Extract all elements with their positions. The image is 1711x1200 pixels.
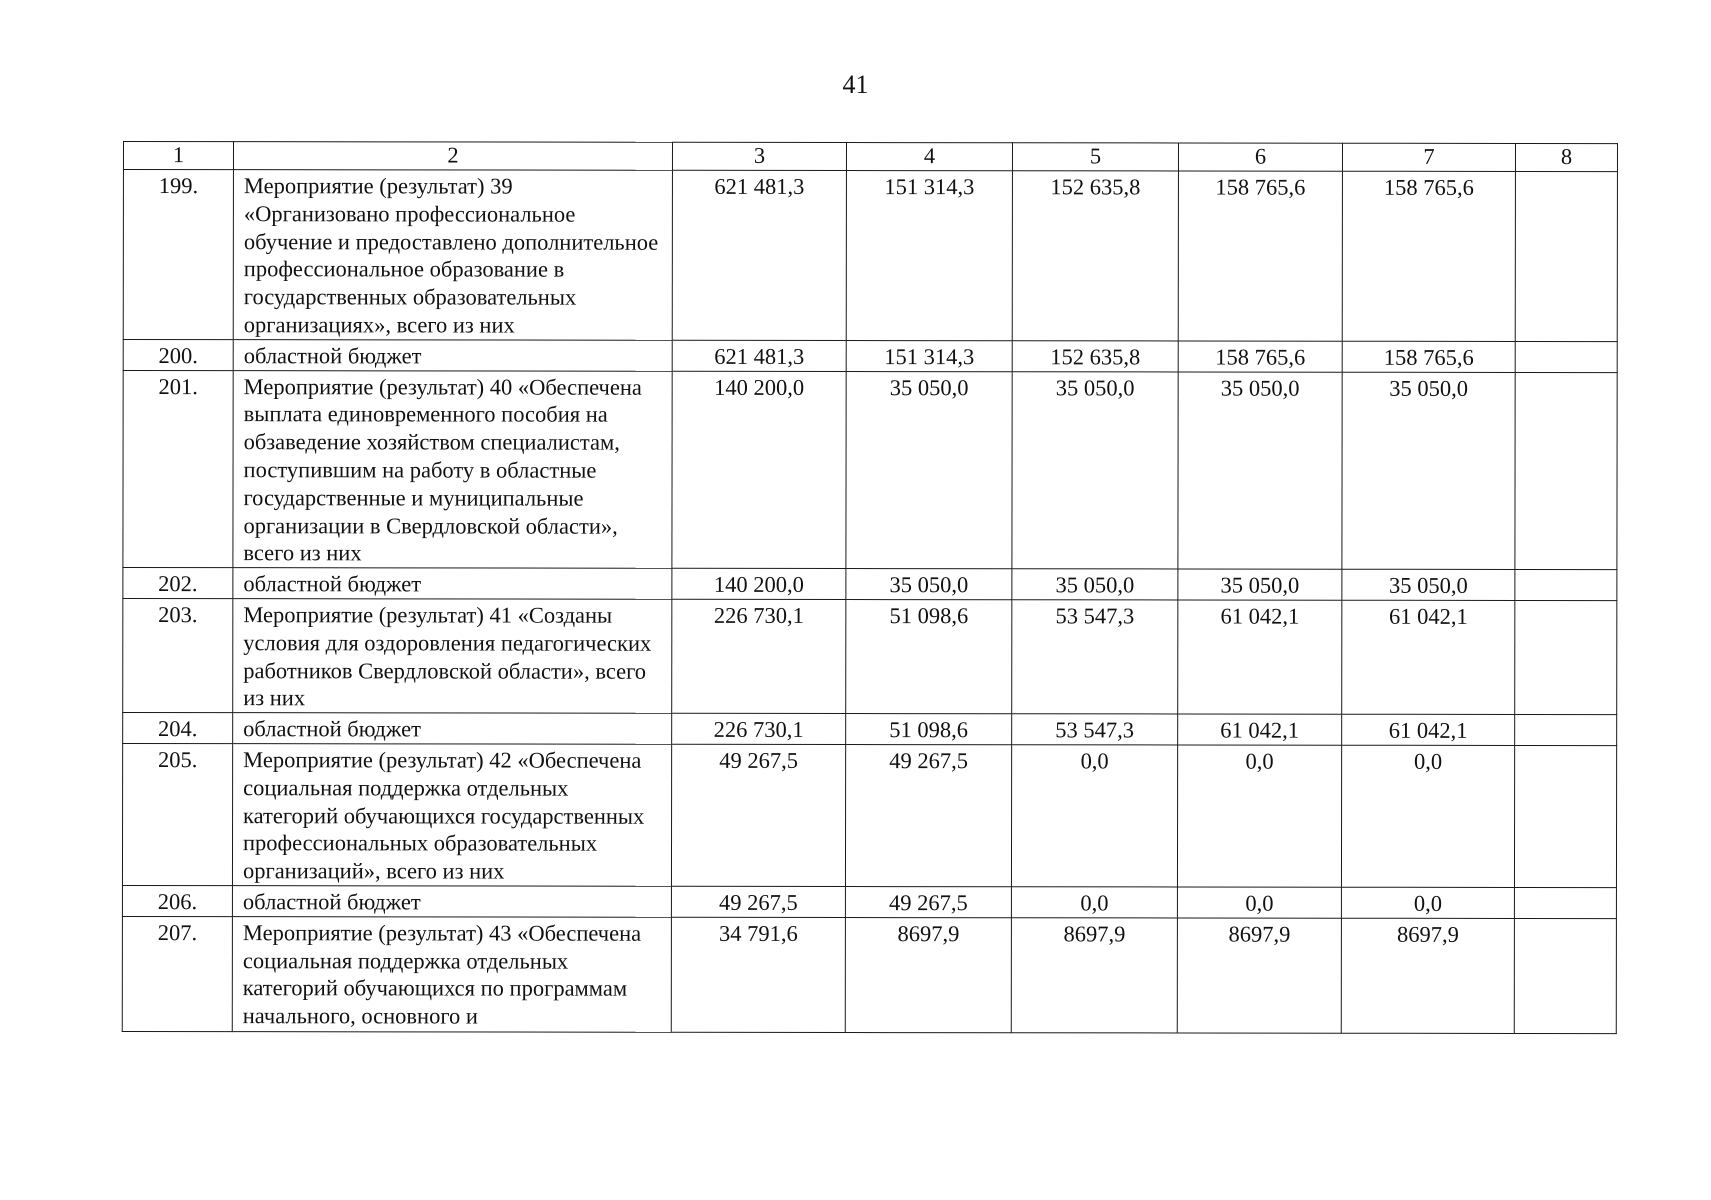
cell-col4: 51 098,6	[846, 599, 1012, 713]
cell-col5: 152 635,8	[1012, 171, 1178, 341]
row-description: Мероприятие (результат) 43 «Обеспечена социальная поддержка отдельных категорий обучающихся по программам начального, основного и	[242, 919, 642, 1029]
cell-col6: 61 042,1	[1178, 600, 1342, 714]
row-number: 204.	[123, 713, 233, 744]
cell-col7: 35 050,0	[1342, 569, 1515, 600]
cell-col3: 226 730,1	[672, 599, 846, 713]
cell-col8	[1514, 745, 1616, 887]
cell-col7: 8697,9	[1341, 918, 1514, 1033]
row-description: областной бюджет	[233, 713, 672, 744]
table-row	[122, 916, 1616, 1033]
cell-col4: 151 314,3	[846, 171, 1012, 341]
column-header-3: 3	[672, 142, 846, 170]
row-number: 203.	[123, 598, 233, 712]
cell-col7: 158 765,6	[1342, 171, 1515, 341]
row-description: областной бюджет	[233, 339, 672, 370]
cell-col6: 35 050,0	[1178, 569, 1342, 600]
cell-col5: 35 050,0	[1012, 569, 1178, 600]
cell-col3: 621 481,3	[672, 170, 846, 340]
cell-col8	[1515, 341, 1617, 372]
row-description: областной бюджет	[232, 886, 671, 917]
header-row	[123, 142, 1617, 172]
cell-col5: 53 547,3	[1012, 600, 1178, 714]
cell-col5: 0,0	[1011, 887, 1177, 918]
cell-col8	[1515, 715, 1617, 746]
cell-col3: 621 481,3	[672, 340, 846, 371]
cell-col8	[1515, 171, 1617, 341]
cell-col3: 49 267,5	[671, 744, 845, 886]
cell-col7: 61 042,1	[1342, 714, 1515, 745]
table-row	[122, 885, 1616, 918]
cell-col4: 35 050,0	[846, 569, 1012, 600]
cell-col6: 8697,9	[1177, 918, 1341, 1033]
cell-col6: 35 050,0	[1178, 372, 1342, 570]
cell-col8	[1515, 600, 1617, 714]
table-row	[123, 170, 1617, 342]
row-number: 206.	[122, 885, 232, 916]
table-row	[123, 568, 1617, 601]
cell-col3: 226 730,1	[672, 713, 846, 744]
row-description: областной бюджет	[233, 568, 672, 599]
cell-col4: 49 267,5	[845, 744, 1011, 886]
page-number: 41	[842, 70, 869, 99]
column-header-1: 1	[123, 142, 233, 170]
cell-col6: 0,0	[1177, 745, 1341, 887]
cell-col6: 61 042,1	[1178, 714, 1342, 745]
column-header-6: 6	[1178, 143, 1342, 171]
cell-col4: 8697,9	[845, 917, 1011, 1032]
cell-col7: 158 765,6	[1342, 341, 1515, 372]
cell-col3: 140 200,0	[672, 568, 846, 599]
column-header-4: 4	[846, 143, 1012, 171]
cell-col5: 152 635,8	[1012, 341, 1178, 372]
row-number: 202.	[123, 568, 233, 599]
row-description: Мероприятие (результат) 40 «Обеспечена выплата единовременного пособия на обзаведение хозяйством специалистам, поступившим на работу в областные государственные и муниципальные организации в Свердловской области», всего из них	[233, 370, 672, 568]
budget-table	[122, 141, 1618, 1034]
cell-col5: 0,0	[1011, 745, 1177, 887]
row-number: 205.	[122, 743, 232, 885]
cell-col5: 35 050,0	[1012, 371, 1178, 569]
row-description: Мероприятие (результат) 39 «Организовано профессиональное обучение и предоставлено дополнительное профессиональное образование в государственных образовательных организациях», всего из них	[233, 170, 672, 340]
row-number: 207.	[122, 916, 232, 1031]
row-description-cell	[232, 916, 671, 1032]
row-number: 199.	[123, 170, 233, 340]
cell-col8	[1514, 887, 1616, 918]
table-row	[123, 713, 1617, 746]
cell-col7: 35 050,0	[1342, 372, 1515, 570]
cell-col6: 158 765,6	[1178, 171, 1342, 341]
cell-col7: 0,0	[1341, 887, 1514, 918]
column-header-7: 7	[1342, 143, 1515, 171]
cell-col8	[1515, 570, 1617, 601]
cell-col7: 0,0	[1341, 745, 1514, 887]
cell-col6: 158 765,6	[1178, 341, 1342, 372]
cell-col3: 140 200,0	[672, 371, 846, 569]
cell-col3: 34 791,6	[671, 917, 845, 1032]
table-row	[123, 339, 1617, 372]
cell-col5: 53 547,3	[1012, 714, 1178, 745]
cell-col4: 151 314,3	[846, 340, 1012, 371]
cell-col8	[1514, 918, 1616, 1033]
table-row	[122, 743, 1616, 887]
row-number: 201.	[123, 370, 233, 568]
cell-col4: 51 098,6	[846, 714, 1012, 745]
cell-col4: 49 267,5	[845, 886, 1011, 917]
table-row	[123, 598, 1617, 714]
column-header-8: 8	[1515, 143, 1617, 171]
row-number: 200.	[123, 339, 233, 370]
cell-col5: 8697,9	[1011, 917, 1177, 1032]
column-header-2: 2	[233, 142, 672, 171]
cell-col4: 35 050,0	[846, 371, 1012, 569]
cell-col3: 49 267,5	[671, 886, 845, 917]
table-row	[123, 370, 1617, 570]
row-description: Мероприятие (результат) 42 «Обеспечена социальная поддержка отдельных категорий обучающихся государственных профессиональных образовательных организаций», всего из них	[232, 744, 671, 887]
cell-col8	[1515, 372, 1617, 570]
cell-col7: 61 042,1	[1342, 600, 1515, 714]
column-header-5: 5	[1012, 143, 1178, 171]
row-description: Мероприятие (результат) 41 «Созданы условия для оздоровления педагогических работников Свердловской области», всего из них	[233, 599, 672, 714]
cell-col6: 0,0	[1177, 887, 1341, 918]
